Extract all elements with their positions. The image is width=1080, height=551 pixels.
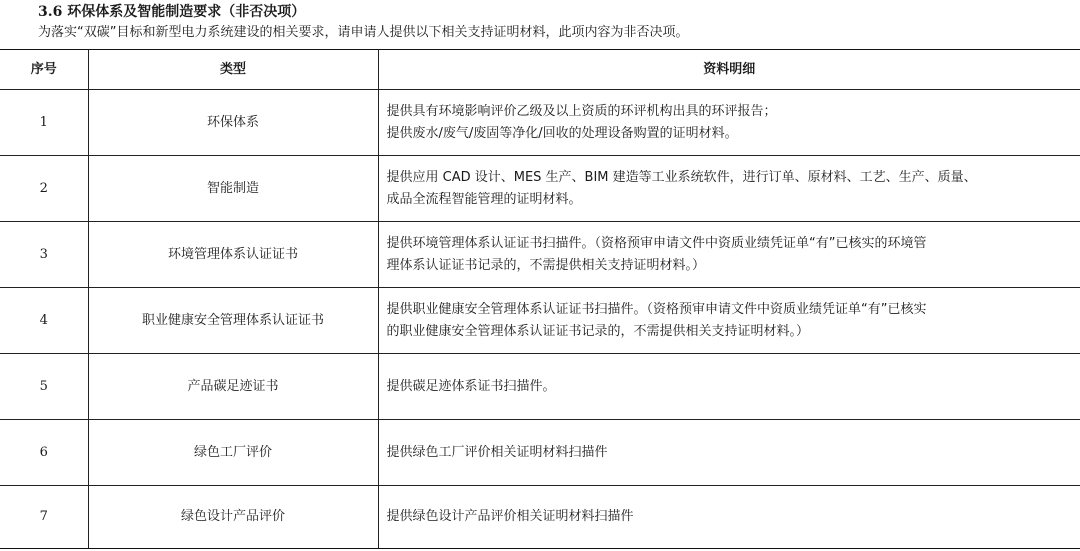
table-row (0, 222, 1080, 288)
row-type: 环境管理体系认证证书 (88, 222, 378, 288)
table-row (0, 90, 1080, 156)
header-detail: 资料明细 (378, 50, 1080, 90)
row-detail (378, 156, 1080, 222)
row-type: 绿色工厂评价 (88, 420, 378, 486)
row-detail (378, 420, 1080, 486)
row-number: 5 (0, 354, 88, 420)
detail-line: 提供具有环境影响评价乙级及以上资质的环评机构出具的环评报告； (386, 103, 777, 119)
detail-line: 理体系认证证书记录的，不需提供相关支持证明材料。） (386, 257, 706, 273)
detail-line: 提供职业健康安全管理体系认证证书扫描件。（资格预审申请文件中资质业绩凭证单“有”已核实 (386, 301, 927, 317)
row-detail (378, 288, 1080, 354)
detail-line: 提供应用 CAD 设计、MES 生产、BIM 建造等工业系统软件，进行订单、原材料、工艺、生产、质量、 (386, 169, 977, 185)
detail-line: 提供绿色设计产品评价相关证明材料扫描件 (386, 509, 634, 524)
table-row (0, 486, 1080, 549)
table-row (0, 354, 1080, 420)
table-row (0, 420, 1080, 486)
table-row (0, 156, 1080, 222)
row-number: 6 (0, 420, 88, 486)
row-detail (378, 90, 1080, 156)
header-type: 类型 (88, 50, 378, 90)
detail-line: 成品全流程智能管理的证明材料。 (386, 191, 582, 207)
row-number: 1 (0, 90, 88, 156)
row-number: 4 (0, 288, 88, 354)
row-detail (378, 486, 1080, 549)
header-no: 序号 (0, 50, 88, 90)
section-intro: 为落实“双碳”目标和新型电力系统建设的相关要求，请申请人提供以下相关支持证明材料，此项内容为非否决项。 (38, 25, 689, 40)
row-number: 2 (0, 156, 88, 222)
section-title: 3.6 环保体系及智能制造要求（非否决项） (38, 4, 306, 20)
table-row (0, 288, 1080, 354)
row-type: 绿色设计产品评价 (88, 486, 378, 549)
detail-line: 的职业健康安全管理体系认证证书记录的，不需提供相关支持证明材料。） (386, 323, 810, 339)
row-detail (378, 354, 1080, 420)
row-type: 环保体系 (88, 90, 378, 156)
row-number: 7 (0, 486, 88, 549)
detail-line: 提供绿色工厂评价相关证明材料扫描件 (386, 444, 608, 460)
row-type: 产品碳足迹证书 (88, 354, 378, 420)
detail-line: 提供环境管理体系认证证书扫描件。（资格预审申请文件中资质业绩凭证单“有”已核实的环境管 (386, 235, 927, 251)
detail-line: 提供废水/废气/废固等净化/回收的处理设备购置的证明材料。 (386, 125, 738, 141)
row-type: 智能制造 (88, 156, 378, 222)
row-detail (378, 222, 1080, 288)
row-type: 职业健康安全管理体系认证证书 (88, 288, 378, 354)
table-header-row (0, 50, 1080, 90)
requirements-table (0, 49, 1080, 549)
detail-line: 提供碳足迹体系证书扫描件。 (386, 378, 556, 394)
row-number: 3 (0, 222, 88, 288)
